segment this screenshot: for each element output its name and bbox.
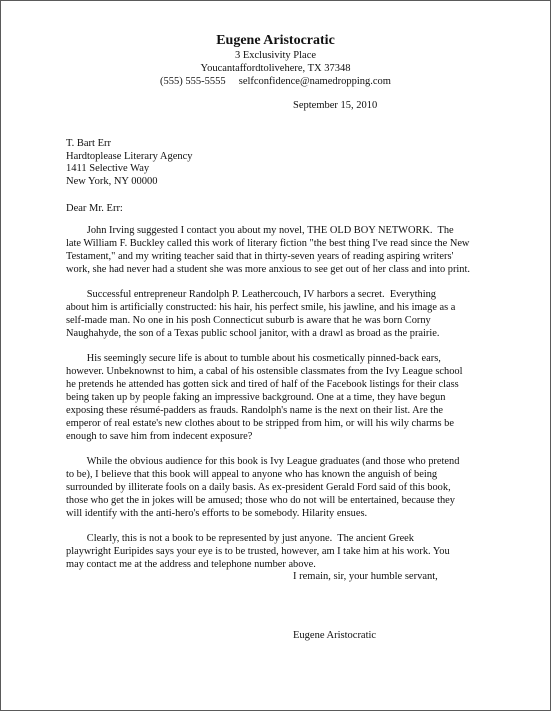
signature-name: Eugene Aristocratic [293, 630, 377, 641]
body-line: to be), I believe that this book will appeal to anyone who has known the anguish of being [66, 469, 438, 480]
body-line: those who get the in jokes will be amused; those who do not will be entertained, because they [66, 494, 455, 506]
body-line: His seemingly secure life is about to tumble about his cosmetically pinned-back ears, [66, 353, 441, 365]
body-line: self-made man. No one in his posh Connecticut suburb is aware that he was born Corny [66, 314, 431, 326]
body-line: about him is artificially constructed: his hair, his perfect smile, his jawline, and his image as a [66, 302, 456, 314]
body-line: enough to save him from indecent exposure? [66, 430, 253, 442]
recipient-street: 1411 Selective Way [66, 163, 150, 174]
body-line: however. Unbeknownst to him, a cabal of his ostensible classmates from the Ivy League school [66, 366, 463, 378]
body-line: playwright Euripides says your eye is to be trusted, however, am I take him at his work. You [66, 546, 450, 558]
salutation: Dear Mr. Err: [66, 203, 123, 214]
body-line: exposing these résumé-padders as frauds. Randolph's name is the next on their list. Are the [66, 404, 443, 416]
recipient-name: T. Bart Err [66, 138, 111, 149]
body-line: may contact me at the address and telephone number above. [66, 558, 316, 570]
closing: I remain, sir, your humble servant, [293, 571, 438, 582]
body-paragraph [66, 289, 496, 341]
sender-street: 3 Exclusivity Place [234, 50, 317, 61]
body-line: Successful entrepreneur Randolph P. Leathercouch, IV harbors a secret. Everything [66, 289, 436, 301]
body-line: work, she had never had a student she was more anxious to see get out of her class and into print. [66, 263, 470, 275]
body-line: emperor of real estate's new clothes about to be stripped from him, or will his wily charms be [66, 417, 454, 429]
body-line: Naughahyde, the son of a Texas public school janitor, with a drawl as broad as the prairie. [66, 327, 440, 339]
sender-name: Eugene Aristocratic [216, 33, 335, 48]
recipient-city: New York, NY 00000 [66, 175, 158, 187]
body-line: John Irving suggested I contact you about my novel, THE OLD BOY NETWORK. The [66, 225, 454, 236]
body-line: Testament," and my writing teacher said that in thirty-seven years of reading aspiring writers' [66, 250, 454, 262]
body-paragraph [66, 353, 496, 443]
body-line: will identify with the anti-hero's efforts to be somebody. Hilarity ensues. [66, 507, 368, 519]
letterhead [1, 33, 550, 88]
body-line: late William F. Buckley called this work of literary fiction "the best thing I've read since the New [66, 237, 470, 249]
body-line: being taken up by people faking an impressive background. One at a time, they have begun [66, 391, 446, 403]
body-line: Clearly, this is not a book to be represented by just anyone. The ancient Greek [66, 533, 414, 545]
sender-city: Youcantaffordtolivehere, TX 37348 [200, 63, 351, 74]
letter-body [66, 225, 496, 584]
body-paragraph [66, 225, 496, 277]
body-line: he pretends he attended has gotten sick and tired of half of the Facebook listings for their class [66, 379, 459, 391]
body-paragraph [66, 533, 496, 572]
recipient-address [66, 138, 193, 188]
recipient-agency: Hardtoplease Literary Agency [66, 150, 193, 162]
body-paragraph [66, 456, 496, 521]
letter-date: September 15, 2010 [293, 100, 378, 111]
sender-contact: (555) 555-5555 selfconfidence@namedropping.com [160, 76, 391, 87]
body-line: While the obvious audience for this book is Ivy League graduates (and those who pretend [66, 456, 460, 468]
body-line: surrounded by illiterate fools on a daily basis. As ex-president Gerald Ford said of this book, [66, 481, 451, 493]
